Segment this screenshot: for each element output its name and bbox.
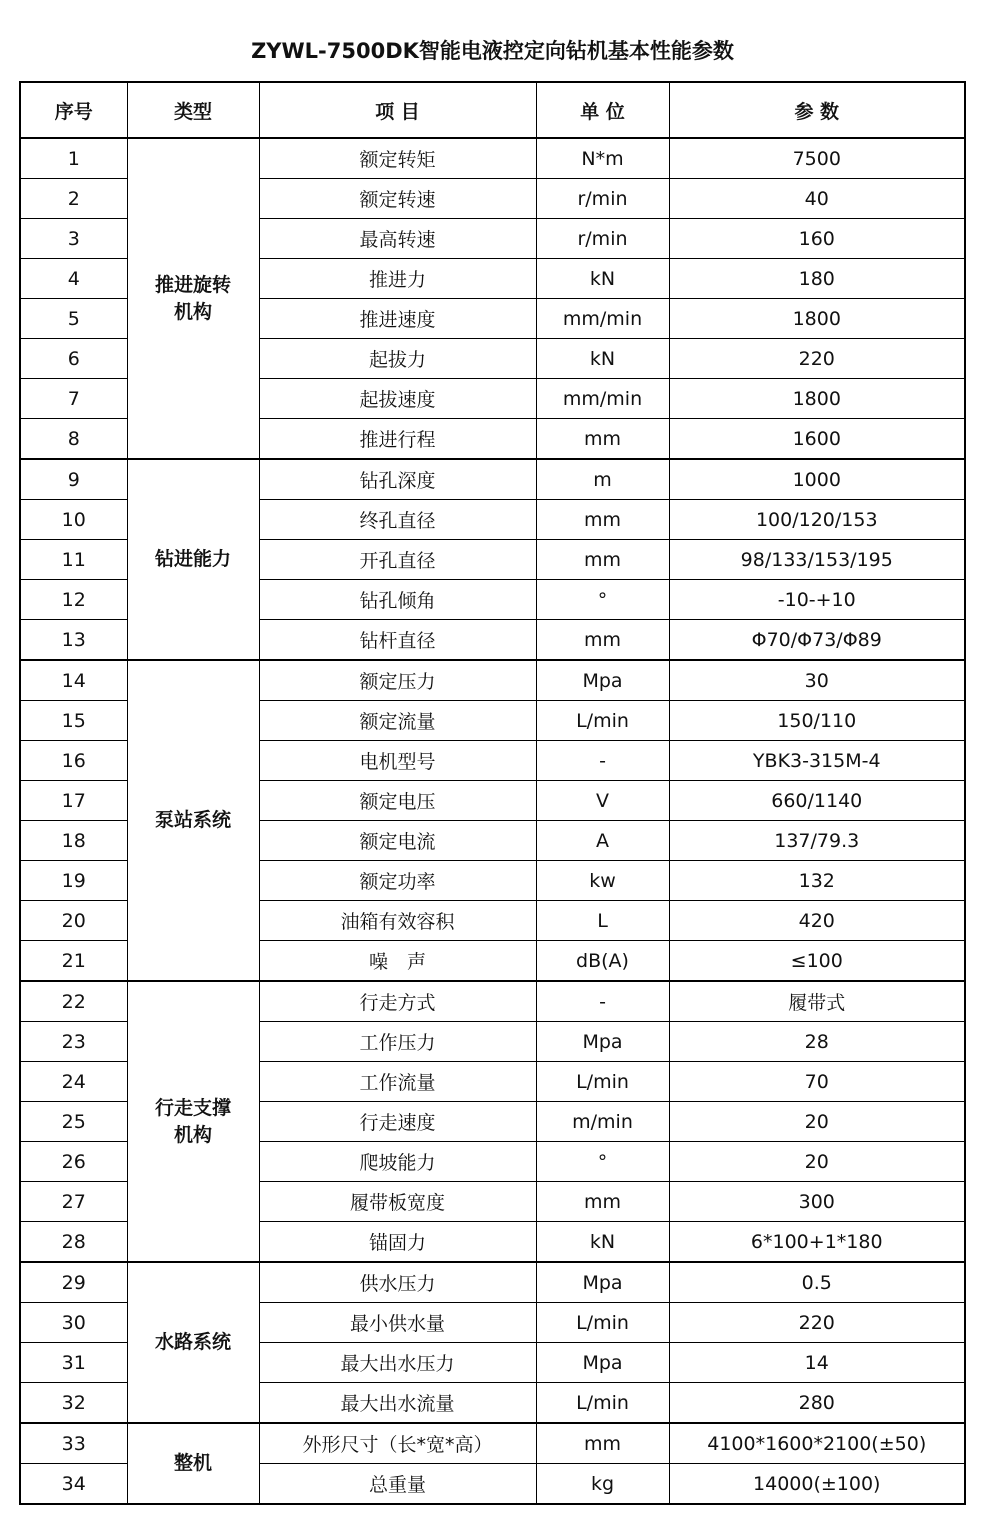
- row-item: 额定功率: [259, 861, 536, 901]
- row-item: 额定转矩: [259, 138, 536, 179]
- row-item: 终孔直径: [259, 500, 536, 540]
- row-value: 1000: [669, 459, 965, 500]
- category-label: 整机: [173, 1452, 212, 1474]
- row-value: 14: [669, 1343, 965, 1383]
- row-value: 98/133/153/195: [669, 540, 965, 580]
- row-value: 132: [669, 861, 965, 901]
- row-unit: mm: [536, 1423, 669, 1464]
- row-value: 7500: [669, 138, 965, 179]
- table-row: [20, 1423, 965, 1464]
- row-unit: L/min: [536, 1062, 669, 1102]
- category-cell: [127, 660, 259, 981]
- header-value: 参 数: [669, 82, 965, 138]
- header-unit: 单 位: [536, 82, 669, 138]
- row-value: 20: [669, 1102, 965, 1142]
- row-index: 33: [20, 1423, 127, 1464]
- document-title: ZYWL-7500DK智能电液控定向钻机基本性能参数: [251, 39, 734, 63]
- header-row: [20, 82, 965, 138]
- row-item: 供水压力: [259, 1262, 536, 1303]
- row-index: 26: [20, 1142, 127, 1182]
- row-index: 11: [20, 540, 127, 580]
- category-label: 钻进能力: [154, 548, 231, 570]
- row-item: 最大出水压力: [259, 1343, 536, 1383]
- category-label: 水路系统: [154, 1331, 231, 1353]
- category-label: 行走支撑: [154, 1096, 231, 1119]
- row-item: 最高转速: [259, 219, 536, 259]
- category-cell: [127, 1262, 259, 1423]
- row-index: 5: [20, 299, 127, 339]
- row-unit: L/min: [536, 701, 669, 741]
- row-value: 28: [669, 1022, 965, 1062]
- header-type: 类型: [127, 82, 259, 138]
- row-index: 16: [20, 741, 127, 781]
- row-unit: V: [536, 781, 669, 821]
- category-cell: [127, 981, 259, 1262]
- row-unit: m/min: [536, 1102, 669, 1142]
- row-value: 1800: [669, 379, 965, 419]
- row-item: 最大出水流量: [259, 1383, 536, 1424]
- row-value: 220: [669, 339, 965, 379]
- row-index: 28: [20, 1222, 127, 1263]
- category-label: 机构: [173, 300, 212, 323]
- row-value: 20: [669, 1142, 965, 1182]
- row-value: YBK3-315M-4: [669, 741, 965, 781]
- row-item: 外形尺寸（长*宽*高）: [259, 1423, 536, 1464]
- row-item: 最小供水量: [259, 1303, 536, 1343]
- row-index: 7: [20, 379, 127, 419]
- row-unit: mm: [536, 540, 669, 580]
- row-value: 280: [669, 1383, 965, 1424]
- row-unit: Mpa: [536, 1262, 669, 1303]
- row-index: 24: [20, 1062, 127, 1102]
- category-label: 机构: [173, 1123, 212, 1146]
- row-value: 660/1140: [669, 781, 965, 821]
- row-unit: r/min: [536, 179, 669, 219]
- row-index: 14: [20, 660, 127, 701]
- table-row: [20, 981, 965, 1022]
- row-value: 6*100+1*180: [669, 1222, 965, 1263]
- row-value: 1600: [669, 419, 965, 460]
- row-unit: -: [536, 981, 669, 1022]
- row-index: 27: [20, 1182, 127, 1222]
- row-index: 23: [20, 1022, 127, 1062]
- row-item: 工作流量: [259, 1062, 536, 1102]
- row-value: 180: [669, 259, 965, 299]
- row-value: Φ70/Φ73/Φ89: [669, 620, 965, 661]
- row-item: 额定转速: [259, 179, 536, 219]
- row-index: 15: [20, 701, 127, 741]
- category-cell: [127, 1423, 259, 1504]
- row-unit: kw: [536, 861, 669, 901]
- row-index: 8: [20, 419, 127, 460]
- row-unit: r/min: [536, 219, 669, 259]
- header-index: 序号: [20, 82, 127, 138]
- row-unit: Mpa: [536, 1022, 669, 1062]
- row-index: 32: [20, 1383, 127, 1424]
- row-unit: °: [536, 1142, 669, 1182]
- row-index: 3: [20, 219, 127, 259]
- row-item: 额定电流: [259, 821, 536, 861]
- row-index: 31: [20, 1343, 127, 1383]
- table-body: [20, 138, 965, 1504]
- category-label: 泵站系统: [154, 809, 231, 831]
- row-index: 19: [20, 861, 127, 901]
- spec-table: [19, 81, 966, 1505]
- row-value: ≤100: [669, 941, 965, 982]
- row-item: 推进速度: [259, 299, 536, 339]
- row-index: 30: [20, 1303, 127, 1343]
- row-index: 2: [20, 179, 127, 219]
- header-item: 项 目: [259, 82, 536, 138]
- row-unit: Mpa: [536, 660, 669, 701]
- row-index: 21: [20, 941, 127, 982]
- row-item: 电机型号: [259, 741, 536, 781]
- row-index: 22: [20, 981, 127, 1022]
- row-item: 工作压力: [259, 1022, 536, 1062]
- row-unit: mm/min: [536, 379, 669, 419]
- row-item: 噪 声: [259, 941, 536, 982]
- row-value: 0.5: [669, 1262, 965, 1303]
- row-value: 40: [669, 179, 965, 219]
- row-index: 4: [20, 259, 127, 299]
- row-index: 9: [20, 459, 127, 500]
- row-item: 开孔直径: [259, 540, 536, 580]
- row-unit: kN: [536, 1222, 669, 1263]
- row-index: 10: [20, 500, 127, 540]
- row-value: 160: [669, 219, 965, 259]
- row-item: 钻杆直径: [259, 620, 536, 661]
- row-unit: dB(A): [536, 941, 669, 982]
- row-item: 履带板宽度: [259, 1182, 536, 1222]
- row-item: 爬坡能力: [259, 1142, 536, 1182]
- row-item: 油箱有效容积: [259, 901, 536, 941]
- category-cell: [127, 459, 259, 660]
- row-item: 推进力: [259, 259, 536, 299]
- row-item: 锚固力: [259, 1222, 536, 1263]
- row-item: 钻孔倾角: [259, 580, 536, 620]
- row-value: 150/110: [669, 701, 965, 741]
- row-unit: °: [536, 580, 669, 620]
- table-row: [20, 138, 965, 179]
- row-value: 420: [669, 901, 965, 941]
- row-unit: mm: [536, 620, 669, 661]
- row-unit: kN: [536, 339, 669, 379]
- row-index: 29: [20, 1262, 127, 1303]
- row-index: 25: [20, 1102, 127, 1142]
- row-value: 4100*1600*2100(±50): [669, 1423, 965, 1464]
- row-index: 13: [20, 620, 127, 661]
- row-index: 17: [20, 781, 127, 821]
- row-item: 额定压力: [259, 660, 536, 701]
- row-item: 推进行程: [259, 419, 536, 460]
- row-unit: -: [536, 741, 669, 781]
- row-value: 30: [669, 660, 965, 701]
- row-index: 18: [20, 821, 127, 861]
- row-item: 额定电压: [259, 781, 536, 821]
- row-index: 34: [20, 1464, 127, 1505]
- row-value: 137/79.3: [669, 821, 965, 861]
- row-index: 1: [20, 138, 127, 179]
- row-unit: N*m: [536, 138, 669, 179]
- row-unit: mm: [536, 1182, 669, 1222]
- row-item: 起拔速度: [259, 379, 536, 419]
- row-item: 总重量: [259, 1464, 536, 1505]
- row-item: 额定流量: [259, 701, 536, 741]
- category-cell: [127, 138, 259, 459]
- table-row: [20, 660, 965, 701]
- row-index: 20: [20, 901, 127, 941]
- row-unit: L: [536, 901, 669, 941]
- row-index: 6: [20, 339, 127, 379]
- row-unit: m: [536, 459, 669, 500]
- row-unit: A: [536, 821, 669, 861]
- row-unit: L/min: [536, 1303, 669, 1343]
- row-unit: mm: [536, 419, 669, 460]
- row-unit: kN: [536, 259, 669, 299]
- row-unit: mm: [536, 500, 669, 540]
- row-index: 12: [20, 580, 127, 620]
- table-row: [20, 1262, 965, 1303]
- row-item: 钻孔深度: [259, 459, 536, 500]
- row-value: 1800: [669, 299, 965, 339]
- category-label: 推进旋转: [154, 273, 231, 296]
- row-value: 14000(±100): [669, 1464, 965, 1505]
- row-value: 70: [669, 1062, 965, 1102]
- row-value: 100/120/153: [669, 500, 965, 540]
- row-unit: Mpa: [536, 1343, 669, 1383]
- row-item: 行走方式: [259, 981, 536, 1022]
- row-unit: kg: [536, 1464, 669, 1505]
- table-row: [20, 459, 965, 500]
- row-value: -10-+10: [669, 580, 965, 620]
- row-value: 300: [669, 1182, 965, 1222]
- row-value: 220: [669, 1303, 965, 1343]
- row-value: 履带式: [669, 981, 965, 1022]
- row-item: 行走速度: [259, 1102, 536, 1142]
- row-item: 起拔力: [259, 339, 536, 379]
- row-unit: L/min: [536, 1383, 669, 1424]
- row-unit: mm/min: [536, 299, 669, 339]
